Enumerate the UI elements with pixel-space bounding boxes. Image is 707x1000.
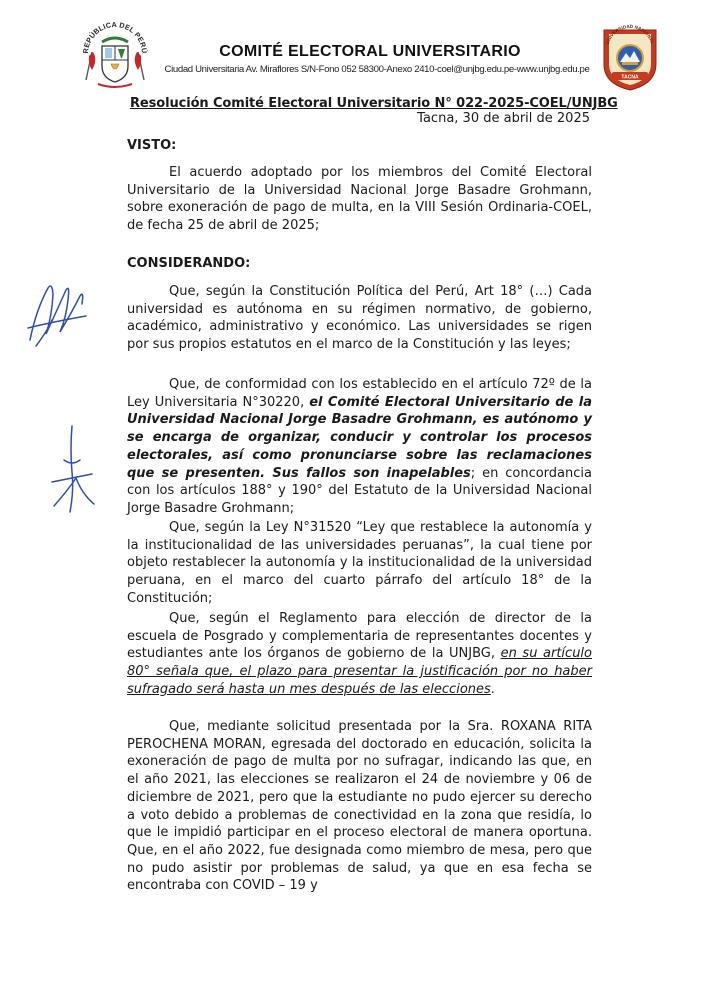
- considerando-paragraph-2: Que, de conformidad con los establecido en el artículo 72º de la Ley Universitaria N°30220, el Comité Electoral Universitario de la Universidad Nacional Jorge Basadre Grohmann, es autónomo y se encarga de organizar, conducir y controlar los procesos electorales, así como pronunciarse sobre las reclamaciones que se presenten. Sus fallos son inapelables; en concordancia con los artículos 188° y 190° del Estatuto de la Universidad Nacional Jorge Basadre Grohmann;: [127, 377, 592, 516]
- committee-contact-line: Ciudad Universitaria Av. Miraflores S/N-Fono 052 58300-Anexo 2410-coel@unjbg.edu.pe-www.unjbg.edu.pe: [164, 64, 590, 75]
- university-seal-icon: [598, 20, 662, 92]
- signature-mark-1: [22, 270, 92, 356]
- peru-coat-of-arms-icon: [78, 14, 152, 92]
- considerando-paragraph-5: Que, mediante solicitud presentada por la Sra. ROXANA RITA PEROCHENA MORAN, egresada del doctorado en educación, solicita la exoneración de pago de multa por no sufragar, indicando las que, en el año 2021, las elecciones se realizaron el 24 de noviembre y 06 de diciembre de 2021, pero que la estudiante no pudo ejercer su derecho a voto debido a problemas de conectividad en la zona que residía, lo que le impidió participar en el proceso electoral de manera oportuna. Que, en el año 2022, fue designada como miembro de mesa, pero que no pudo asistir por problemas de salud, ya que en esa fecha se encontraba con COVID – 19 y: [127, 719, 592, 894]
- right-seal-text-top: UNIVERSIDAD NACIONAL: [604, 23, 656, 45]
- right-seal-text-bottom: TACNA: [621, 74, 639, 81]
- considerando-heading: CONSIDERANDO:: [127, 256, 251, 271]
- resolution-title: Resolución Comité Electoral Universitario N° 022-2025-COEL/UNJBG: [130, 96, 618, 111]
- signature-mark-2: [44, 420, 100, 520]
- left-seal-text: REPÚBLICA DEL PERÚ: [80, 19, 150, 54]
- considerando-paragraph-4: Que, según el Reglamento para elección de director de la escuela de Posgrado y complementaria de representantes docentes y estudiantes ante los órganos de gobierno de la UNJBG, en su artículo 80° señala que, el plazo para presentar la justificación por no haber sufragado será hasta un mes después de las elecciones.: [127, 611, 592, 697]
- considerando-paragraph-1: Que, según la Constitución Política del Perú, Art 18° (…) Cada universidad es autónoma en su régimen normativo, de gobierno, académico, administrativo y económico. Las universidades se rigen por sus propios estatutos en el marco de la Constitución y las leyes;: [127, 284, 592, 353]
- committee-title: COMITÉ ELECTORAL UNIVERSITARIO: [219, 43, 521, 60]
- visto-paragraph: El acuerdo adoptado por los miembros del Comité Electoral Universitario de la Universidad Nacional Jorge Basadre Grohmann, sobre exoneración de pago de multa, en la VIII Sesión Ordinaria-COEL, de fecha 25 de abril de 2025;: [127, 165, 592, 234]
- considerando-paragraph-3: Que, según la Ley N°31520 “Ley que restablece la autonomía y la institucionalidad de las universidades peruanas”, la cual tiene por objeto restablecer la autonomía y la institucionalidad de la universidad peruana, en el marco del cuarto párrafo del artículo 18° de la Constitución;: [127, 520, 592, 606]
- resolution-date: Tacna, 30 de abril de 2025: [417, 111, 590, 126]
- visto-heading: VISTO:: [127, 138, 177, 153]
